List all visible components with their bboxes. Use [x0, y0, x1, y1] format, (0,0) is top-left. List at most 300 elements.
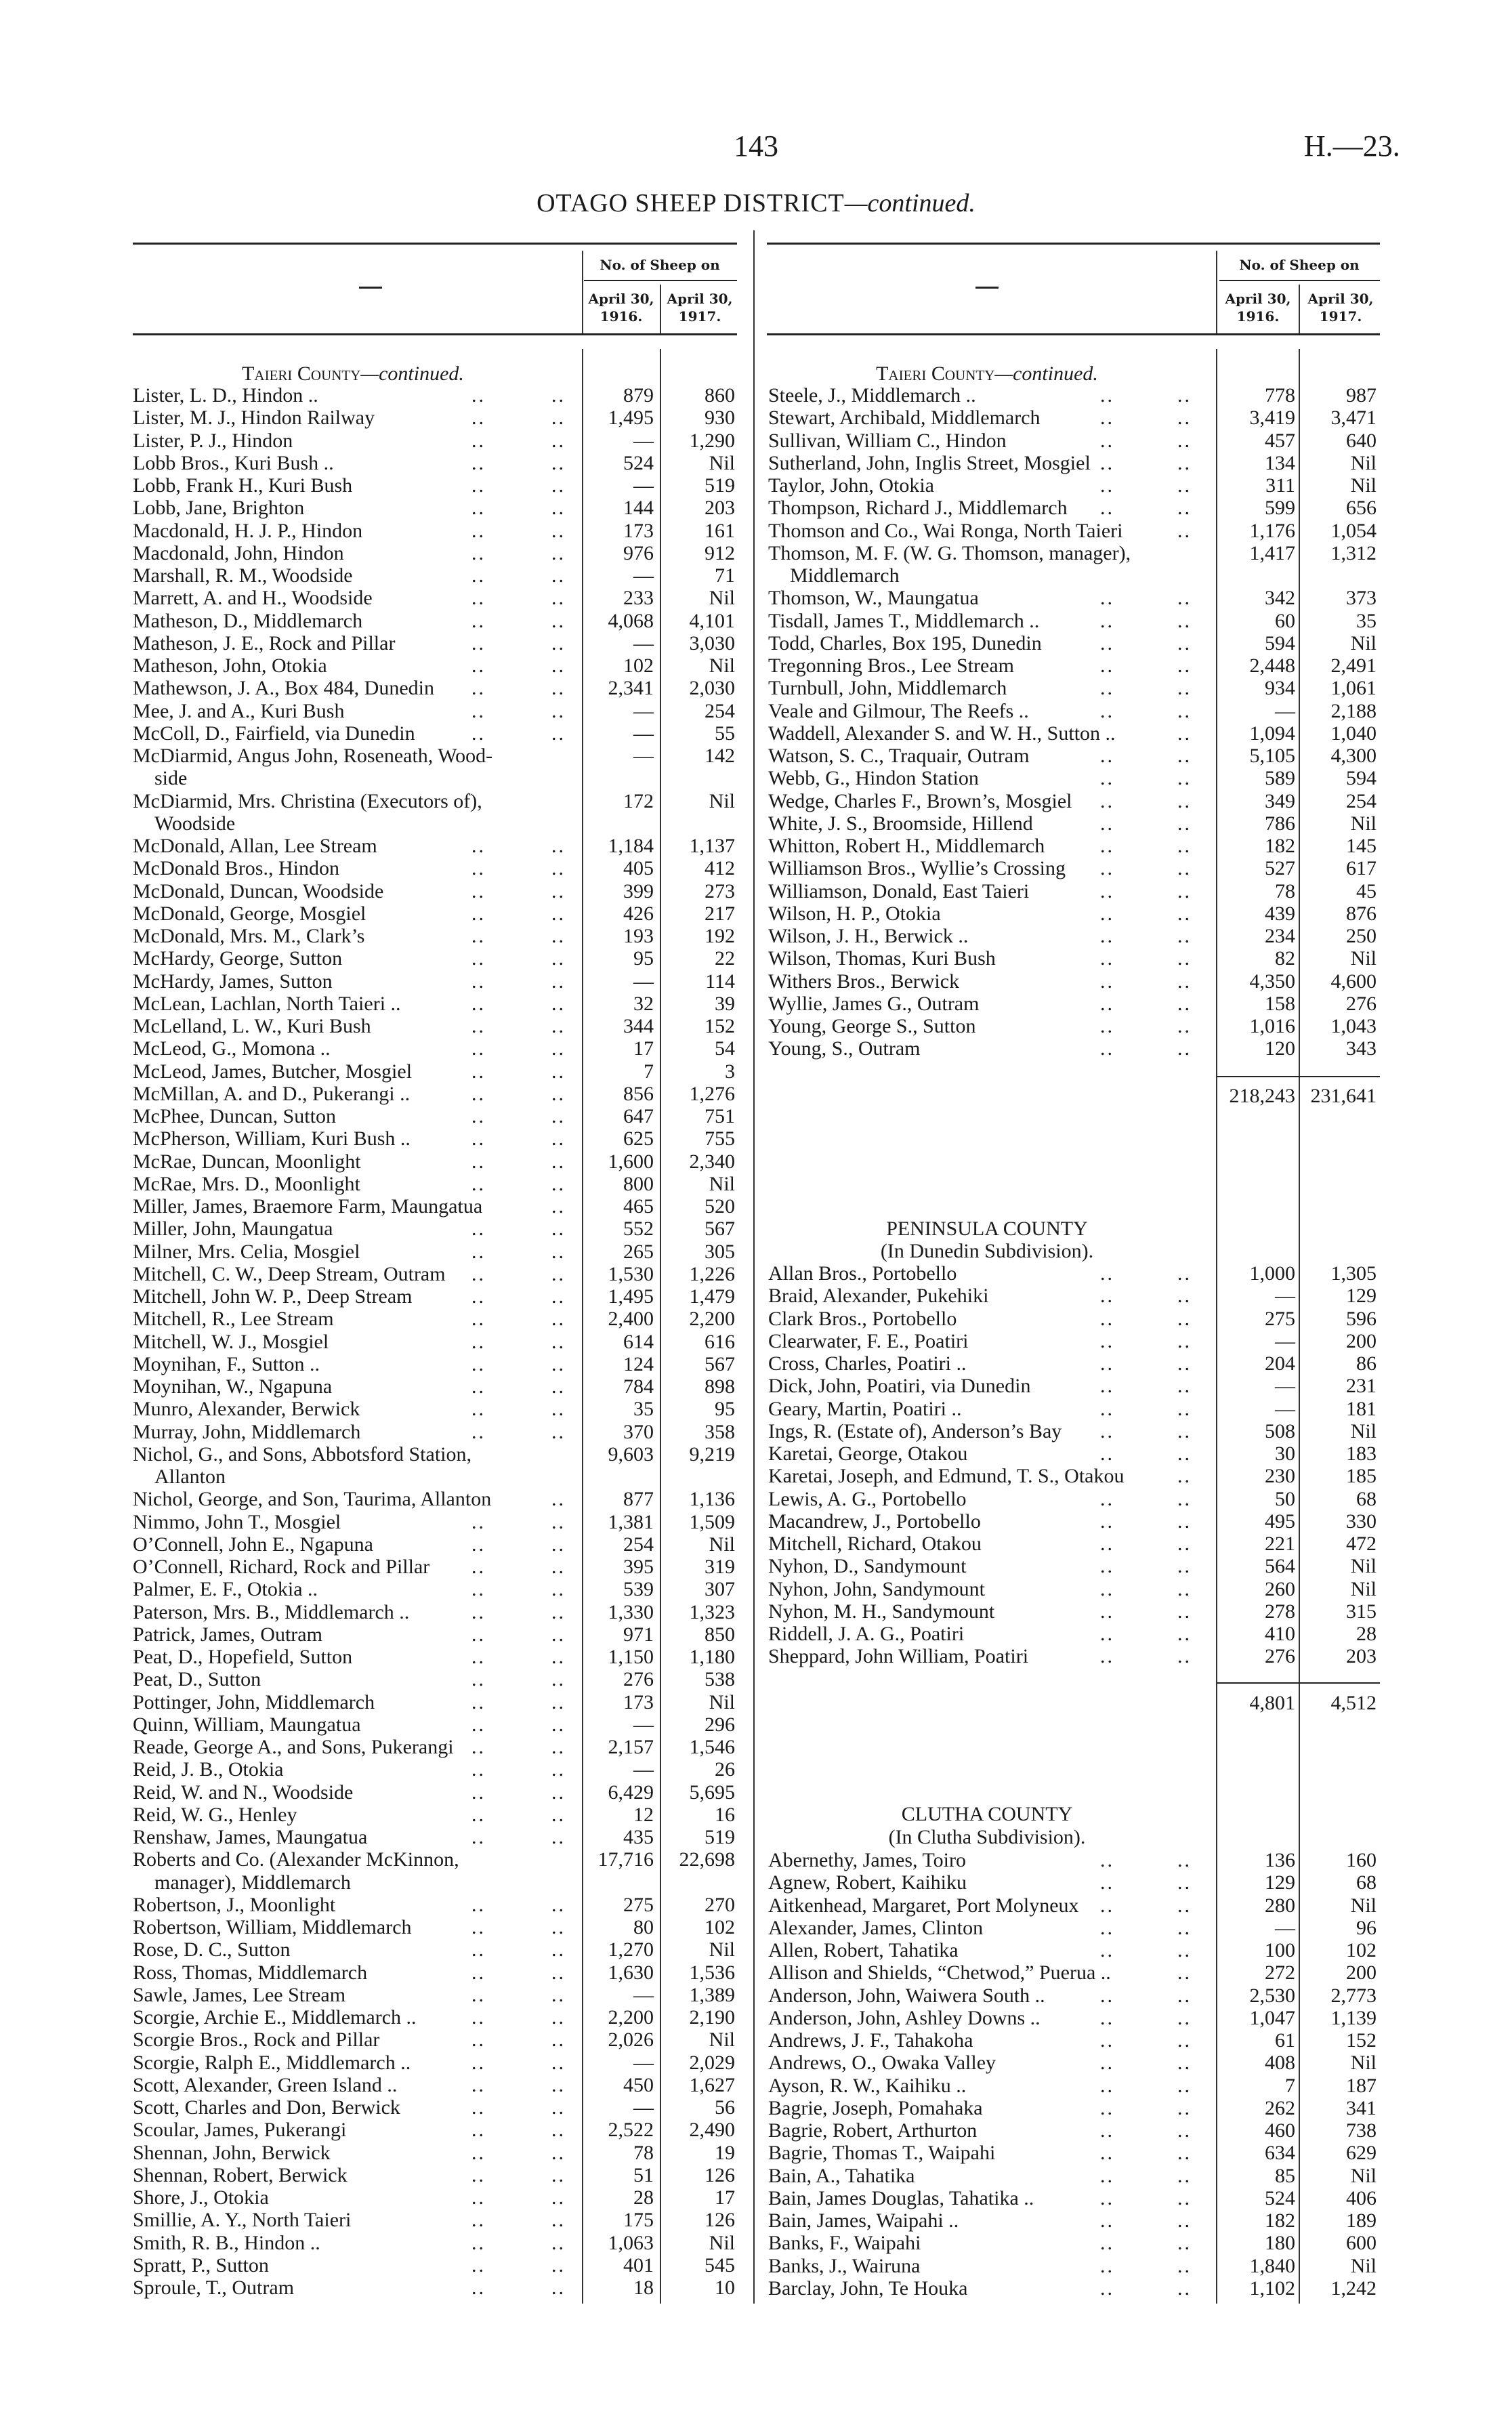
sheep-count-1916: 134 [1265, 451, 1295, 474]
leader-dots: .. [1100, 1487, 1114, 1510]
leader-dots: .. [1100, 2142, 1114, 2165]
total-1917: 4,512 [1330, 1692, 1377, 1714]
sheep-count-1916: 272 [1265, 1961, 1295, 1984]
leader-dots: .. [551, 1488, 566, 1511]
owner-name: McMillan, A. and D., Pukerangi .. [133, 1082, 411, 1105]
sheep-count-1917: Nil [709, 1533, 735, 1556]
sheep-count-1916: — [1275, 1397, 1295, 1420]
owner-name: Bain, James, Waipahi .. [768, 2209, 959, 2232]
sheep-count-1916: 30 [1275, 1442, 1295, 1465]
leader-dots: .. [471, 925, 486, 947]
sheep-count-1916: — [1275, 1329, 1295, 1352]
sheep-count-1917: 9,219 [689, 1442, 735, 1465]
leader-dots: .. [1177, 1329, 1192, 1352]
leader-dots: .. [1177, 1419, 1192, 1442]
leader-dots: .. [1100, 587, 1114, 610]
sheep-count-1917: 2,491 [1330, 654, 1377, 677]
leader-dots: .. [471, 970, 486, 993]
column-divider [582, 251, 583, 333]
leader-dots: .. [471, 699, 486, 722]
leader-dots: .. [551, 2119, 566, 2142]
sheep-count-1916: 175 [623, 2209, 654, 2232]
owner-name: Robertson, J., Moonlight [133, 1893, 336, 1916]
sheep-count-1916: 78 [633, 2141, 654, 2164]
leader-dots: .. [471, 1218, 486, 1241]
owner-name: Todd, Charles, Box 195, Dunedin [768, 631, 1042, 654]
sheep-count-1916: 1,495 [608, 407, 654, 430]
owner-name: Rose, D. C., Sutton [133, 1938, 291, 1961]
sheep-count-1916: 1,630 [608, 1961, 654, 1984]
owner-name: Lister, M. J., Hindon Railway [133, 407, 375, 430]
header-group-rule [1219, 280, 1380, 281]
sheep-count-1916: 61 [1275, 2029, 1295, 2052]
owner-name: McDonald, Mrs. M., Clark’s [133, 925, 365, 947]
owner-name: Moynihan, W., Ngapuna [133, 1375, 333, 1398]
sheep-count-1916: 589 [1265, 767, 1295, 790]
owner-name: Bagrie, Thomas T., Waipahi [768, 2142, 996, 2165]
sheep-count-1917: 1,136 [689, 1488, 735, 1511]
leader-dots: .. [471, 497, 486, 520]
sheep-count-1916: 1,600 [608, 1150, 654, 1173]
leader-dots: .. [471, 835, 486, 857]
leader-dots: .. [1100, 1533, 1114, 1555]
owner-name-continued: manager), Middlemarch [154, 1871, 351, 1894]
sheep-count-1916: 1,270 [608, 1938, 654, 1961]
sheep-count-1917: 68 [1356, 1487, 1377, 1510]
sheep-count-1917: 1,536 [689, 1961, 735, 1984]
sheep-count-1917: 629 [1346, 2142, 1377, 2165]
leader-dots: .. [551, 429, 566, 452]
leader-dots: .. [1100, 2186, 1114, 2209]
sheep-count-1916: 102 [623, 654, 654, 677]
sheep-count-1916: 2,200 [608, 2006, 654, 2029]
leader-dots: .. [551, 902, 566, 925]
leader-dots: .. [1177, 947, 1192, 970]
leader-dots: .. [551, 1668, 566, 1691]
leader-dots: .. [1177, 1465, 1192, 1488]
owner-name: McRae, Mrs. D., Moonlight [133, 1172, 360, 1195]
leader-dots: .. [471, 1510, 486, 1533]
owner-name: Cross, Charles, Poatiri .. [768, 1352, 967, 1375]
owner-name: Nyhon, D., Sandymount [768, 1555, 967, 1578]
owner-name: Nichol, G., and Sons, Abbotsford Station, [133, 1442, 471, 1465]
leader-dots: .. [1177, 1510, 1192, 1533]
sheep-count-1917: 596 [1346, 1307, 1377, 1330]
leader-dots: .. [551, 2006, 566, 2029]
page-column-divider [753, 230, 755, 2304]
page-title [474, 188, 1038, 218]
sheep-count-1917: 5,695 [689, 1781, 735, 1804]
sheep-count-1917: 3,471 [1330, 407, 1377, 430]
leader-dots: .. [1177, 1600, 1192, 1623]
leader-dots: .. [471, 1398, 486, 1421]
page-number: 143 [734, 129, 778, 163]
leader-dots: .. [471, 1330, 486, 1353]
owner-name: Marrett, A. and H., Woodside [133, 587, 373, 610]
sheep-count-1917: 200 [1346, 1329, 1377, 1352]
owner-name: Clearwater, F. E., Poatiri [768, 1329, 969, 1352]
sheep-count-1917: 200 [1346, 1961, 1377, 1984]
sheep-count-1917: Nil [1350, 1555, 1377, 1578]
owner-name: Milner, Mrs. Celia, Mosgiel [133, 1240, 360, 1263]
leader-dots: .. [551, 1195, 566, 1218]
sheep-count-1916: 7 [644, 1060, 654, 1083]
owner-name: Lobb, Jane, Brighton [133, 497, 305, 520]
owner-name: McDiarmid, Mrs. Christina (Executors of), [133, 789, 482, 812]
sheep-count-1916: 85 [1275, 2164, 1295, 2187]
owner-name: McHardy, George, Sutton [133, 947, 343, 970]
owner-name: Robertson, William, Middlemarch [133, 1916, 412, 1938]
owner-name: McDonald, Allan, Lee Stream [133, 835, 377, 857]
owner-name: Clark Bros., Portobello [768, 1307, 957, 1330]
owner-name: Agnew, Robert, Kaihiku [768, 1871, 967, 1894]
leader-dots: .. [1177, 2232, 1192, 2255]
leader-dots: .. [551, 1060, 566, 1083]
owner-name: Braid, Alexander, Pukehiki [768, 1285, 989, 1308]
sheep-count-1916: 426 [623, 902, 654, 925]
leader-dots: .. [1100, 1262, 1114, 1285]
sheep-count-1916: 934 [1265, 677, 1295, 700]
leader-dots: .. [1177, 902, 1192, 925]
sheep-count-1916: 879 [623, 384, 654, 407]
leader-dots: .. [1177, 2096, 1192, 2119]
sheep-count-1917: 231 [1346, 1375, 1377, 1398]
owner-name: Paterson, Mrs. B., Middlemarch .. [133, 1600, 410, 1623]
owner-name: Peat, D., Sutton [133, 1668, 261, 1691]
sheep-count-1916: 78 [1275, 879, 1295, 902]
sheep-count-1917: 181 [1346, 1397, 1377, 1420]
leader-dots: .. [471, 1015, 486, 1037]
leader-dots: .. [551, 497, 566, 520]
leader-dots: .. [551, 541, 566, 564]
sheep-count-1917: 567 [705, 1352, 735, 1375]
owner-name: McLeod, James, Butcher, Mosgiel [133, 1060, 413, 1083]
leader-dots: .. [551, 1375, 566, 1398]
sheep-count-1917: 28 [1356, 1623, 1377, 1645]
sheep-count-1917: 26 [715, 1758, 735, 1781]
owner-name: Sutherland, John, Inglis Street, Mosgiel [768, 451, 1091, 474]
sheep-count-1917: 1,180 [689, 1646, 735, 1668]
owner-name: Sullivan, William C., Hindon [768, 429, 1007, 452]
sheep-count-1916: 401 [623, 2253, 654, 2276]
leader-dots: .. [1177, 2029, 1192, 2052]
sheep-count-1917: 254 [1346, 789, 1377, 812]
leader-dots: .. [551, 451, 566, 474]
leader-dots: .. [551, 1646, 566, 1668]
owner-name: Turnbull, John, Middlemarch [768, 677, 1007, 700]
sheep-count-1917: 330 [1346, 1510, 1377, 1533]
leader-dots: .. [471, 2163, 486, 2186]
table-header-bottom-rule [133, 333, 737, 335]
sheep-count-1916: 524 [623, 451, 654, 474]
leader-dots: .. [1177, 699, 1192, 722]
leader-dots: .. [551, 1938, 566, 1961]
column-divider [1299, 349, 1300, 2304]
leader-dots: .. [1100, 1555, 1114, 1578]
leader-dots: .. [1100, 2209, 1114, 2232]
leader-dots: .. [551, 2253, 566, 2276]
sheep-count-1917: 192 [705, 925, 735, 947]
sheep-count-1917: Nil [1350, 2164, 1377, 2187]
sheep-count-1917: 616 [705, 1330, 735, 1353]
header-col-1917-line2: 1917. [678, 308, 721, 325]
leader-dots: .. [471, 1938, 486, 1961]
owner-name: Young, George S., Sutton [768, 1015, 976, 1037]
leader-dots: .. [551, 1736, 566, 1758]
leader-dots: .. [1177, 1307, 1192, 1330]
leader-dots: .. [1100, 745, 1114, 767]
sheep-count-1917: 860 [705, 384, 735, 407]
leader-dots: .. [1177, 407, 1192, 430]
sheep-count-1917: Nil [1350, 631, 1377, 654]
sheep-count-1916: 2,026 [608, 2029, 654, 2052]
sheep-count-1916: 877 [623, 1488, 654, 1511]
owner-name: Williamson, Donald, East Taieri [768, 879, 1030, 902]
owner-name: Lister, L. D., Hindon .. [133, 384, 318, 407]
leader-dots: .. [1177, 384, 1192, 407]
owner-name: Mee, J. and A., Kuri Bush [133, 699, 345, 722]
sheep-count-1916: 1,063 [608, 2231, 654, 2254]
owner-name: Riddell, J. A. G., Poatiri [768, 1623, 965, 1645]
owner-name: Macdonald, John, Hindon [133, 541, 344, 564]
leader-dots: .. [1177, 789, 1192, 812]
sheep-count-1916: 1,150 [608, 1646, 654, 1668]
sheep-count-1916: 172 [623, 789, 654, 812]
sheep-count-1916: 254 [623, 1533, 654, 1556]
leader-dots: .. [1100, 2052, 1114, 2075]
owner-name: Taylor, John, Otokia [768, 474, 934, 497]
leader-dots: .. [1177, 2276, 1192, 2300]
owner-name: Shennan, Robert, Berwick [133, 2163, 348, 2186]
section-heading-name: Taieri County [876, 362, 995, 385]
sheep-count-1917: 1,040 [1330, 722, 1377, 745]
sheep-count-1916: 51 [633, 2163, 654, 2186]
sheep-count-1916: 311 [1265, 474, 1295, 497]
sheep-count-1917: Nil [709, 789, 735, 812]
leader-dots: .. [471, 519, 486, 542]
owner-name: Matheson, John, Otokia [133, 654, 327, 677]
sheep-count-1917: 898 [705, 1375, 735, 1398]
sheep-count-1916: — [633, 1758, 654, 1781]
leader-dots: .. [551, 519, 566, 542]
owner-name: Karetai, George, Otakou [768, 1442, 968, 1465]
sheep-count-1917: Nil [1350, 2254, 1377, 2277]
sheep-count-1917: 2,200 [689, 1308, 735, 1331]
sheep-count-1917: Nil [1350, 2052, 1377, 2075]
leader-dots: .. [471, 2141, 486, 2164]
leader-dots: .. [471, 1420, 486, 1443]
leader-dots: .. [551, 970, 566, 993]
leader-dots: .. [471, 1916, 486, 1938]
sheep-count-1916: 158 [1265, 992, 1295, 1015]
sheep-count-1916: 95 [633, 947, 654, 970]
sheep-count-1917: 161 [705, 519, 735, 542]
sheep-count-1916: 3,419 [1249, 407, 1295, 430]
leader-dots: .. [471, 1758, 486, 1781]
sheep-count-1917: 2,029 [689, 2051, 735, 2074]
leader-dots: .. [471, 1262, 486, 1285]
owner-name: Geary, Martin, Poatiri .. [768, 1397, 962, 1420]
leader-dots: .. [1100, 1645, 1114, 1668]
leader-dots: .. [1100, 2232, 1114, 2255]
sheep-count-1916: 173 [623, 519, 654, 542]
owner-name: Waddell, Alexander S. and W. H., Sutton .. [768, 722, 1116, 745]
owner-name: McLeod, G., Momona .. [133, 1037, 331, 1060]
sheep-count-1916: 276 [1265, 1645, 1295, 1668]
leader-dots: .. [1100, 767, 1114, 790]
leader-dots: .. [471, 407, 486, 430]
sheep-count-1916: 408 [1265, 2052, 1295, 2075]
leader-dots: .. [551, 1127, 566, 1150]
sheep-count-1916: 1,530 [608, 1262, 654, 1285]
sheep-count-1916: 599 [1265, 497, 1295, 520]
sheep-count-1916: 82 [1275, 947, 1295, 970]
owner-name: Abernethy, James, Toiro [768, 1849, 967, 1871]
leader-dots: .. [1177, 1375, 1192, 1398]
sheep-count-1917: 203 [1346, 1645, 1377, 1668]
owner-name: Reid, W. G., Henley [133, 1803, 297, 1826]
owner-name: Nyhon, John, Sandymount [768, 1577, 986, 1600]
sheep-count-1917: 273 [705, 879, 735, 902]
leader-dots: .. [471, 1961, 486, 1984]
sheep-count-1916: 800 [623, 1172, 654, 1195]
owner-name: Lister, P. J., Hindon [133, 429, 293, 452]
column-divider [660, 285, 661, 333]
sheep-count-1917: Nil [709, 2029, 735, 2052]
leader-dots: .. [1177, 1984, 1192, 2007]
sheep-count-1916: 786 [1265, 812, 1295, 835]
leader-dots: .. [1100, 879, 1114, 902]
leader-dots: .. [551, 1961, 566, 1984]
sheep-count-1916: 2,341 [608, 677, 654, 700]
leader-dots: .. [471, 1308, 486, 1331]
leader-dots: .. [1100, 677, 1114, 700]
sheep-count-1917: 1,627 [689, 2073, 735, 2096]
sheep-count-1916: 778 [1265, 384, 1295, 407]
section-heading-taieri [133, 362, 573, 385]
owner-name: Scott, Alexander, Green Island .. [133, 2073, 398, 2096]
sheep-count-1916: 349 [1265, 789, 1295, 812]
sheep-count-1917: 567 [705, 1218, 735, 1241]
owner-name: Karetai, Joseph, and Edmund, T. S., Otakou [768, 1465, 1125, 1488]
sheep-count-1917: 1,389 [689, 1983, 735, 2006]
leader-dots: .. [1177, 879, 1192, 902]
header-col-1917 [1301, 290, 1380, 325]
leader-dots: .. [471, 1105, 486, 1127]
leader-dots: .. [1100, 429, 1114, 452]
sheep-count-1917: 4,101 [689, 609, 735, 632]
leader-dots: .. [551, 1330, 566, 1353]
leader-dots: .. [471, 654, 486, 677]
sheep-count-1917: 2,490 [689, 2119, 735, 2142]
owner-name: Macandrew, J., Portobello [768, 1510, 981, 1533]
leader-dots: .. [1177, 1645, 1192, 1668]
sheep-count-1916: 182 [1265, 835, 1295, 857]
owner-name: Allen, Robert, Tahatika [768, 1939, 959, 1961]
sheep-count-1917: 2,340 [689, 1150, 735, 1173]
sheep-count-1917: 406 [1346, 2186, 1377, 2209]
leader-dots: .. [551, 654, 566, 677]
leader-dots: .. [551, 1420, 566, 1443]
leader-dots: .. [471, 2253, 486, 2276]
owner-name: Aitkenhead, Margaret, Port Molyneux [768, 1894, 1079, 1917]
owner-name: Alexander, James, Clinton [768, 1916, 984, 1939]
leader-dots: .. [1100, 451, 1114, 474]
sheep-count-1916: 260 [1265, 1577, 1295, 1600]
leader-dots: .. [1177, 1487, 1192, 1510]
sheep-count-1916: 7 [1285, 2074, 1295, 2097]
owner-name: Tisdall, James T., Middlemarch .. [768, 609, 1040, 632]
sheep-count-1917: 738 [1346, 2119, 1377, 2142]
sheep-count-1917: 22,698 [679, 1848, 735, 1871]
leader-dots: .. [471, 474, 486, 497]
sheep-count-1916: 564 [1265, 1555, 1295, 1578]
sheep-count-1916: 2,530 [1249, 1984, 1295, 2007]
sheep-count-1916: 552 [623, 1218, 654, 1241]
sheep-count-1917: 307 [705, 1578, 735, 1601]
leader-dots: .. [551, 2029, 566, 2052]
leader-dots: .. [1100, 631, 1114, 654]
sheep-count-1917: 930 [705, 407, 735, 430]
sheep-count-1917: 96 [1356, 1916, 1377, 1939]
sheep-count-1917: 68 [1356, 1871, 1377, 1894]
sheep-count-1917: Nil [709, 1690, 735, 1713]
owner-name: Allan Bros., Portobello [768, 1262, 957, 1285]
sheep-count-1917: 319 [705, 1556, 735, 1578]
sheep-count-1916: — [1275, 1375, 1295, 1398]
leader-dots: .. [1100, 1329, 1114, 1352]
leader-dots: .. [551, 1533, 566, 1556]
sheep-count-1916: 439 [1265, 902, 1295, 925]
leader-dots: .. [471, 2186, 486, 2209]
leader-dots: .. [1100, 2119, 1114, 2142]
leader-dots: .. [1100, 1375, 1114, 1398]
leader-dots: .. [551, 1218, 566, 1241]
leader-dots: .. [1177, 2186, 1192, 2209]
sheep-count-1917: 850 [705, 1623, 735, 1646]
leader-dots: .. [1177, 2209, 1192, 2232]
leader-dots: .. [471, 1150, 486, 1173]
leader-dots: .. [1177, 497, 1192, 520]
leader-dots: .. [1100, 1849, 1114, 1871]
title-main: OTAGO SHEEP DISTRICT [537, 189, 845, 217]
sheep-count-1917: 152 [705, 1015, 735, 1037]
total-rule [1217, 1682, 1380, 1684]
leader-dots: .. [551, 1015, 566, 1037]
owner-name: Macdonald, H. J. P., Hindon [133, 519, 363, 542]
leader-dots: .. [1100, 1600, 1114, 1623]
owner-name: Banks, F., Waipahi [768, 2232, 921, 2255]
sheep-count-1916: 527 [1265, 857, 1295, 880]
leader-dots: .. [1100, 1894, 1114, 1917]
sheep-count-1916: 60 [1275, 609, 1295, 632]
leader-dots: .. [551, 1262, 566, 1285]
sheep-count-1916: — [633, 1713, 654, 1736]
leader-dots: .. [551, 1803, 566, 1826]
sheep-count-1917: 2,030 [689, 677, 735, 700]
leader-dots: .. [551, 1690, 566, 1713]
leader-dots: .. [471, 609, 486, 632]
owner-name: Dick, John, Poatiri, via Dunedin [768, 1375, 1031, 1398]
sheep-count-1917: 876 [1346, 902, 1377, 925]
owner-name: Quinn, William, Maungatua [133, 1713, 361, 1736]
sheep-count-1917: 35 [1356, 609, 1377, 632]
header-col-1916-line2: 1916. [1236, 308, 1280, 325]
owner-name: Anderson, John, Waiwera South .. [768, 1984, 1045, 2007]
leader-dots: .. [1100, 699, 1114, 722]
owner-name: Peat, D., Hopefield, Sutton [133, 1646, 353, 1668]
leader-dots: .. [1177, 429, 1192, 452]
